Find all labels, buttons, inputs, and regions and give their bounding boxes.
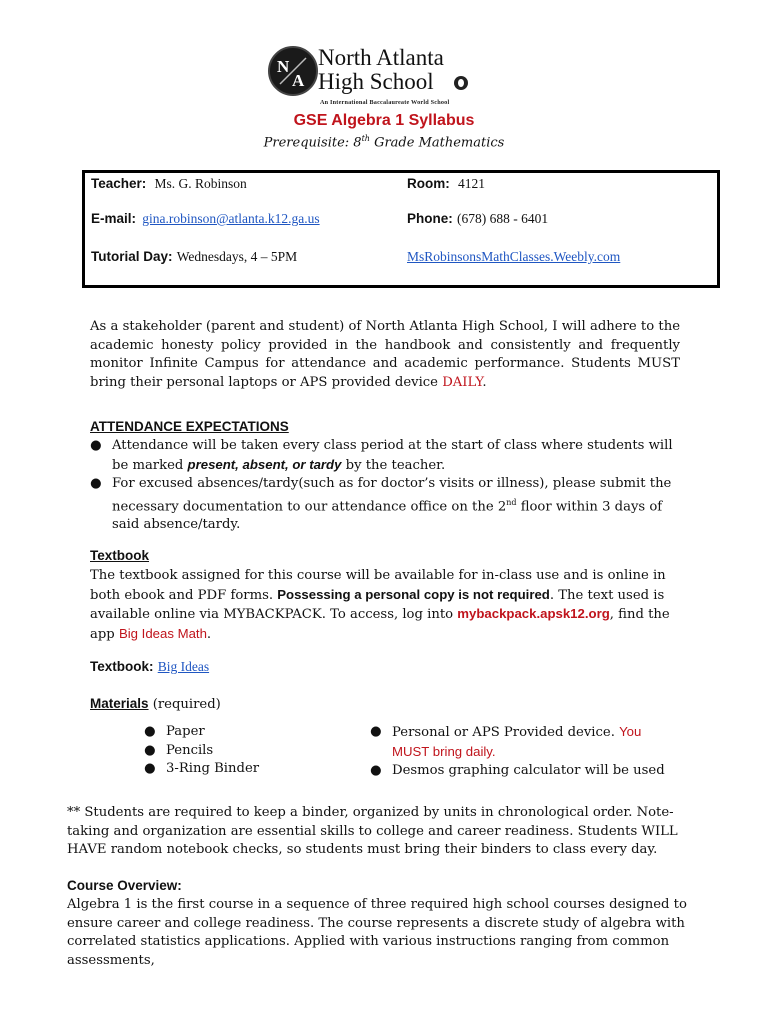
big-ideas-link[interactable]: Big Ideas — [157, 659, 210, 674]
textbook-line — [90, 659, 209, 675]
materials-heading-row — [90, 696, 221, 712]
floor-sup: nd — [506, 497, 517, 507]
attendance-heading: ATTENDANCE EXPECTATIONS — [90, 419, 289, 434]
room-label: Room: — [407, 176, 450, 191]
attendance-item2-text: For excused absences/tardy(such as for doctor’s visits or illness), please submit the necessary documentation to our attendance office on the 2 — [112, 476, 672, 514]
tutorial-value: Wednesdays, 4 – 5PM — [176, 249, 298, 264]
textbook-not-required: Possessing a personal copy is not required — [277, 586, 550, 602]
list-item — [144, 723, 346, 742]
bullet-icon: ● — [370, 763, 382, 778]
logo-letters-icon — [270, 48, 316, 94]
bullet-icon: ● — [144, 724, 156, 739]
textbook-text-2: . The text used is available online via MYBACKPACK. To access, log into — [90, 587, 665, 622]
phone-label: Phone: — [407, 211, 453, 226]
school-name-line1: North Atlanta — [318, 45, 444, 70]
attendance-list — [90, 437, 682, 535]
binder-note: ** Students are required to keep a binder, organized by units in chronological order. Note-taking and organization are essential skills to college and career readiness. Students WILL HAVE random notebook checks, so students must bring their binders to class every day. — [67, 805, 678, 857]
textbook-text-3: , find the app — [90, 607, 670, 642]
attendance-item1-text: Attendance will be taken every class period at the start of class where students will be marked — [112, 438, 673, 473]
teacher-value: Ms. G. Robinson — [154, 176, 247, 191]
tutorial-label: Tutorial Day: — [91, 249, 173, 264]
school-logo — [268, 46, 318, 96]
textbook-paragraph — [90, 567, 680, 644]
attendance-item — [90, 475, 682, 535]
list-item — [144, 760, 346, 779]
daily-emphasis: DAILY — [442, 374, 483, 390]
prereq-sup: th — [361, 134, 370, 143]
material-calculator: Desmos graphing calculator will be used — [392, 763, 665, 778]
teacher-label: Teacher: — [91, 176, 147, 191]
email-label: E-mail: — [91, 211, 137, 226]
attendance-status-terms: present, absent, or tardy — [187, 456, 342, 472]
attendance-item2-end: floor within 3 days of said absence/tardy. — [112, 498, 663, 533]
textbook-text-end: . — [206, 626, 212, 642]
phone-row — [407, 211, 548, 227]
svg-text:N: N — [277, 57, 290, 76]
room-row — [407, 176, 485, 192]
intro-text: As a stakeholder (parent and student) of North Atlanta High School, I will adhere to the academic honesty policy provided in the handbook and consistently and frequently monitor Infinite Campus for attendance and academic performance. Students MUST bring their personal laptops or APS provided device — [90, 319, 680, 390]
prerequisite-line — [0, 134, 768, 150]
mybackpack-site[interactable]: mybackpack.apsk12.org — [457, 606, 610, 621]
attendance-item — [90, 437, 682, 475]
prereq-text: Prerequisite: 8 — [263, 135, 362, 151]
intro-end: . — [482, 374, 487, 390]
list-item — [144, 742, 346, 761]
materials-list-left — [144, 723, 346, 779]
big-ideas-app: Big Ideas Math — [118, 625, 207, 641]
syllabus-title: GSE Algebra 1 Syllabus — [293, 112, 475, 129]
bullet-icon: ● — [144, 742, 156, 758]
bullet-icon: ● — [90, 476, 102, 491]
attendance-item1-end: by the teacher. — [341, 457, 446, 473]
bullet-icon: ● — [370, 724, 382, 739]
list-item — [370, 762, 682, 781]
phone-value: (678) 688 - 6401 — [456, 211, 549, 226]
email-row — [91, 211, 320, 227]
material-paper: Paper — [166, 724, 205, 739]
ib-logo-icon — [454, 76, 468, 90]
tutorial-row — [91, 249, 297, 265]
bullet-icon: ● — [90, 438, 102, 453]
materials-list-right — [370, 723, 682, 781]
materials-note: (required) — [148, 697, 221, 712]
material-pencils: Pencils — [166, 742, 214, 758]
material-binder: 3-Ring Binder — [166, 761, 260, 776]
room-value: 4121 — [457, 176, 485, 191]
email-link[interactable]: gina.robinson@atlanta.k12.ga.us — [142, 211, 320, 226]
intro-paragraph — [90, 318, 680, 392]
teacher-row — [91, 176, 247, 192]
school-name-line2: High School — [318, 69, 434, 94]
textbook-label: Textbook: — [90, 659, 154, 674]
overview-paragraph: Algebra 1 is the first course in a sequence of three required high school courses designed to ensure career and college readiness. The course represents a discrete study of algebra with correlated statistics applications. Applied with various instructions ranging from common assessments, — [67, 897, 687, 968]
textbook-text: The textbook assigned for this course will be available for in-class use and is online in both ebook and PDF forms. — [90, 568, 666, 603]
textbook-heading: Textbook — [90, 548, 150, 563]
list-item — [370, 723, 682, 762]
school-name — [318, 46, 444, 94]
material-device: Personal or APS Provided device. — [392, 725, 620, 740]
website-link[interactable]: MsRobinsonsMathClasses.Weebly.com — [407, 249, 621, 264]
material-device-required: You MUST bring daily. — [392, 724, 642, 759]
prereq-suffix: Grade Mathematics — [369, 135, 505, 151]
school-tagline: An International Baccalaureate World School — [320, 99, 450, 106]
bullet-icon: ● — [144, 761, 156, 776]
overview-heading: Course Overview: — [67, 878, 182, 893]
materials-heading: Materials — [90, 696, 149, 711]
svg-text:A: A — [292, 71, 305, 90]
